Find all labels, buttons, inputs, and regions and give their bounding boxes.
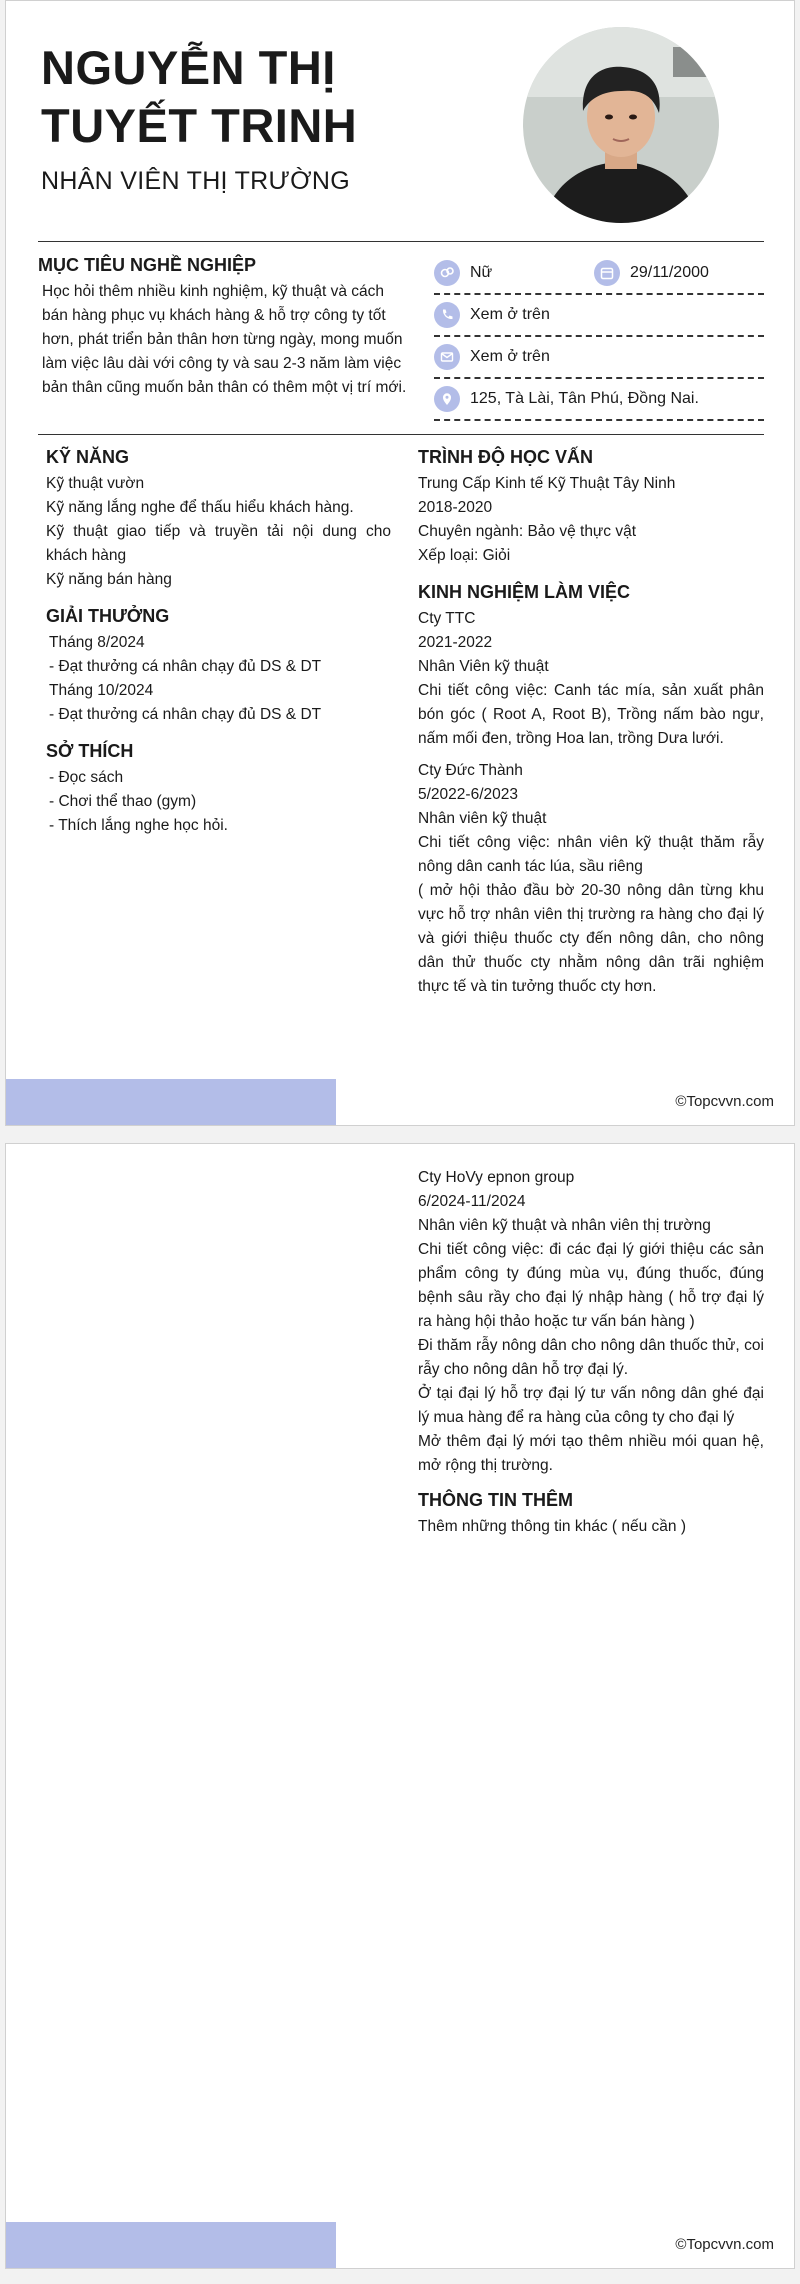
contact-row-personal [434, 253, 764, 295]
objective-title: MỤC TIÊU NGHỀ NGHIỆP [38, 255, 257, 275]
skills-title: KỸ NĂNG [46, 447, 130, 467]
job-period: 6/2024-11/2024 [418, 1193, 526, 1210]
education-section [418, 447, 764, 568]
award-item: - Đạt thưởng cá nhân chạy đủ DS & DT [49, 706, 322, 723]
left-column [46, 447, 391, 852]
gender-value: Nữ [470, 264, 493, 281]
skills-section [46, 447, 391, 592]
objective-text: Học hỏi thêm nhiều kinh nghiệm, kỹ thuật và cách bán hàng phục vụ khách hàng & hỗ trợ công ty tốt hơn, phát triển bản thân hơn từng ngày, mong muốn làm việc lâu dài với công ty và sau 2-3 năm làm việc bản thân cũng muốn bản thân có thêm một vị trí mới. [42, 283, 407, 396]
award-item: - Đạt thưởng cá nhân chạy đủ DS & DT [49, 658, 322, 675]
skill-item: Kỹ thuật giao tiếp và truyền tải nội dung cho khách hàng [46, 523, 391, 564]
footer-credit: ©Topcvvn.com [675, 2236, 774, 2253]
awards-title: GIẢI THƯỞNG [46, 606, 170, 626]
job-detail: Chi tiết công việc: nhân viên kỹ thuật thăm rẫy nông dân canh tác lúa, sầu riêng [418, 834, 764, 875]
hobbies-section [46, 741, 391, 838]
job-company: Cty Đức Thành [418, 762, 523, 779]
award-item: Tháng 8/2024 [49, 634, 145, 651]
job-detail: Chi tiết công việc: Canh tác mía, sản xuất phân bón góc ( Root A, Root B), Trồng nấm bào ngư, nấm mối đen, trồng Hoa lan, trồng Dưa lưới. [418, 682, 764, 747]
avatar [523, 27, 719, 223]
birthday-value: 29/11/2000 [630, 264, 709, 281]
job-position: Nhân Viên kỹ thuật [418, 658, 549, 675]
right-column-continued [418, 1166, 764, 1553]
education-major: Chuyên ngành: Bảo vệ thực vật [418, 523, 637, 540]
hobby-item: - Thích lắng nghe học hỏi. [49, 817, 228, 834]
email-icon [434, 344, 460, 370]
hobbies-title: SỞ THÍCH [46, 741, 134, 761]
contact-gender [434, 260, 594, 286]
awards-section [46, 606, 391, 727]
full-name [41, 39, 357, 155]
contact-email [434, 344, 550, 370]
objective-section [38, 255, 414, 400]
education-period: 2018-2020 [418, 499, 493, 516]
phone-value: Xem ở trên [470, 306, 550, 323]
job-entry [418, 759, 764, 999]
job-company: Cty HoVy epnon group [418, 1169, 575, 1186]
job-detail: Mở thêm đại lý mới tạo thêm nhiều mói quan hệ, mở rộng thị trường. [418, 1433, 764, 1474]
name-line-1: NGUYỄN THỊ [41, 41, 336, 94]
contact-info [434, 253, 764, 421]
cv-page-2 [5, 1143, 795, 2269]
email-value: Xem ở trên [470, 348, 550, 365]
location-icon [434, 386, 460, 412]
job-period: 2021-2022 [418, 634, 493, 651]
job-detail: Đi thăm rẫy nông dân cho nông dân thuốc thử, coi rẫy cho nông dân hỗ trợ đại lý. [418, 1337, 764, 1378]
contact-row-phone [434, 295, 764, 337]
contact-address [434, 386, 699, 412]
additional-text: Thêm những thông tin khác ( nếu cần ) [418, 1518, 687, 1535]
additional-title: THÔNG TIN THÊM [418, 1490, 573, 1510]
name-line-2: TUYẾT TRINH [41, 99, 358, 152]
job-entry [418, 1166, 764, 1478]
skill-item: Kỹ năng lắng nghe để thấu hiểu khách hàng. [46, 499, 354, 516]
job-detail: ( mở hội thảo đầu bờ 20-30 nông dân từng khu vực hỗ trợ nhân viên thị trường ra hàng cho đại lý và giới thiệu thuốc cty đến nông dân, cho nông dân thử thuốc cty nhằm nông dân trãi nghiệm thực tế và tin tưởng thuốc cty hơn. [418, 882, 764, 995]
cv-page-1 [5, 0, 795, 1126]
experience-title: KINH NGHIỆM LÀM VIỆC [418, 582, 631, 602]
experience-section [418, 582, 764, 999]
additional-section [418, 1490, 764, 1539]
job-role: NHÂN VIÊN THỊ TRƯỜNG [41, 167, 351, 195]
footer-credit: ©Topcvvn.com [675, 1093, 774, 1110]
contact-birthday [594, 260, 709, 286]
job-company: Cty TTC [418, 610, 476, 627]
header-divider [38, 241, 764, 242]
education-school: Trung Cấp Kinh tế Kỹ Thuật Tây Ninh [418, 475, 676, 492]
phone-icon [434, 302, 460, 328]
contact-phone [434, 302, 550, 328]
job-period: 5/2022-6/2023 [418, 786, 518, 803]
hobby-item: - Chơi thể thao (gym) [49, 793, 197, 810]
footer-accent-bar [6, 1079, 336, 1125]
job-position: Nhân viên kỹ thuật [418, 810, 547, 827]
job-entry [418, 607, 764, 751]
contact-row-address [434, 379, 764, 421]
job-detail: Chi tiết công việc: đi các đại lý giới thiệu các sản phẩm công ty đúng mùa vụ, đúng thuốc, đúng bệnh sâu rầy cho đại lý nhập hàng ( hỗ trợ đại lý ra hàng hội thảo hoặc tư vấn bán hàng ) [418, 1241, 764, 1330]
address-value: 125, Tà Lài, Tân Phú, Đồng Nai. [470, 390, 699, 407]
skill-item: Kỹ thuật vườn [46, 475, 145, 492]
education-grade: Xếp loại: Giỏi [418, 547, 511, 564]
education-title: TRÌNH ĐỘ HỌC VẤN [418, 447, 593, 467]
award-item: Tháng 10/2024 [49, 682, 154, 699]
skill-item: Kỹ năng bán hàng [46, 571, 172, 588]
job-detail: Ở tại đại lý hỗ trợ đại lý tư vấn nông dân ghé đại lý mua hàng để ra hàng của công ty cho đại lý [418, 1385, 764, 1426]
contact-row-email [434, 337, 764, 379]
job-position: Nhân viên kỹ thuật và nhân viên thị trường [418, 1217, 711, 1234]
right-column [418, 447, 764, 1013]
hobby-item: - Đọc sách [49, 769, 124, 786]
calendar-icon [594, 260, 620, 286]
footer-accent-bar [6, 2222, 336, 2268]
gender-icon [434, 260, 460, 286]
section-divider [38, 434, 764, 435]
